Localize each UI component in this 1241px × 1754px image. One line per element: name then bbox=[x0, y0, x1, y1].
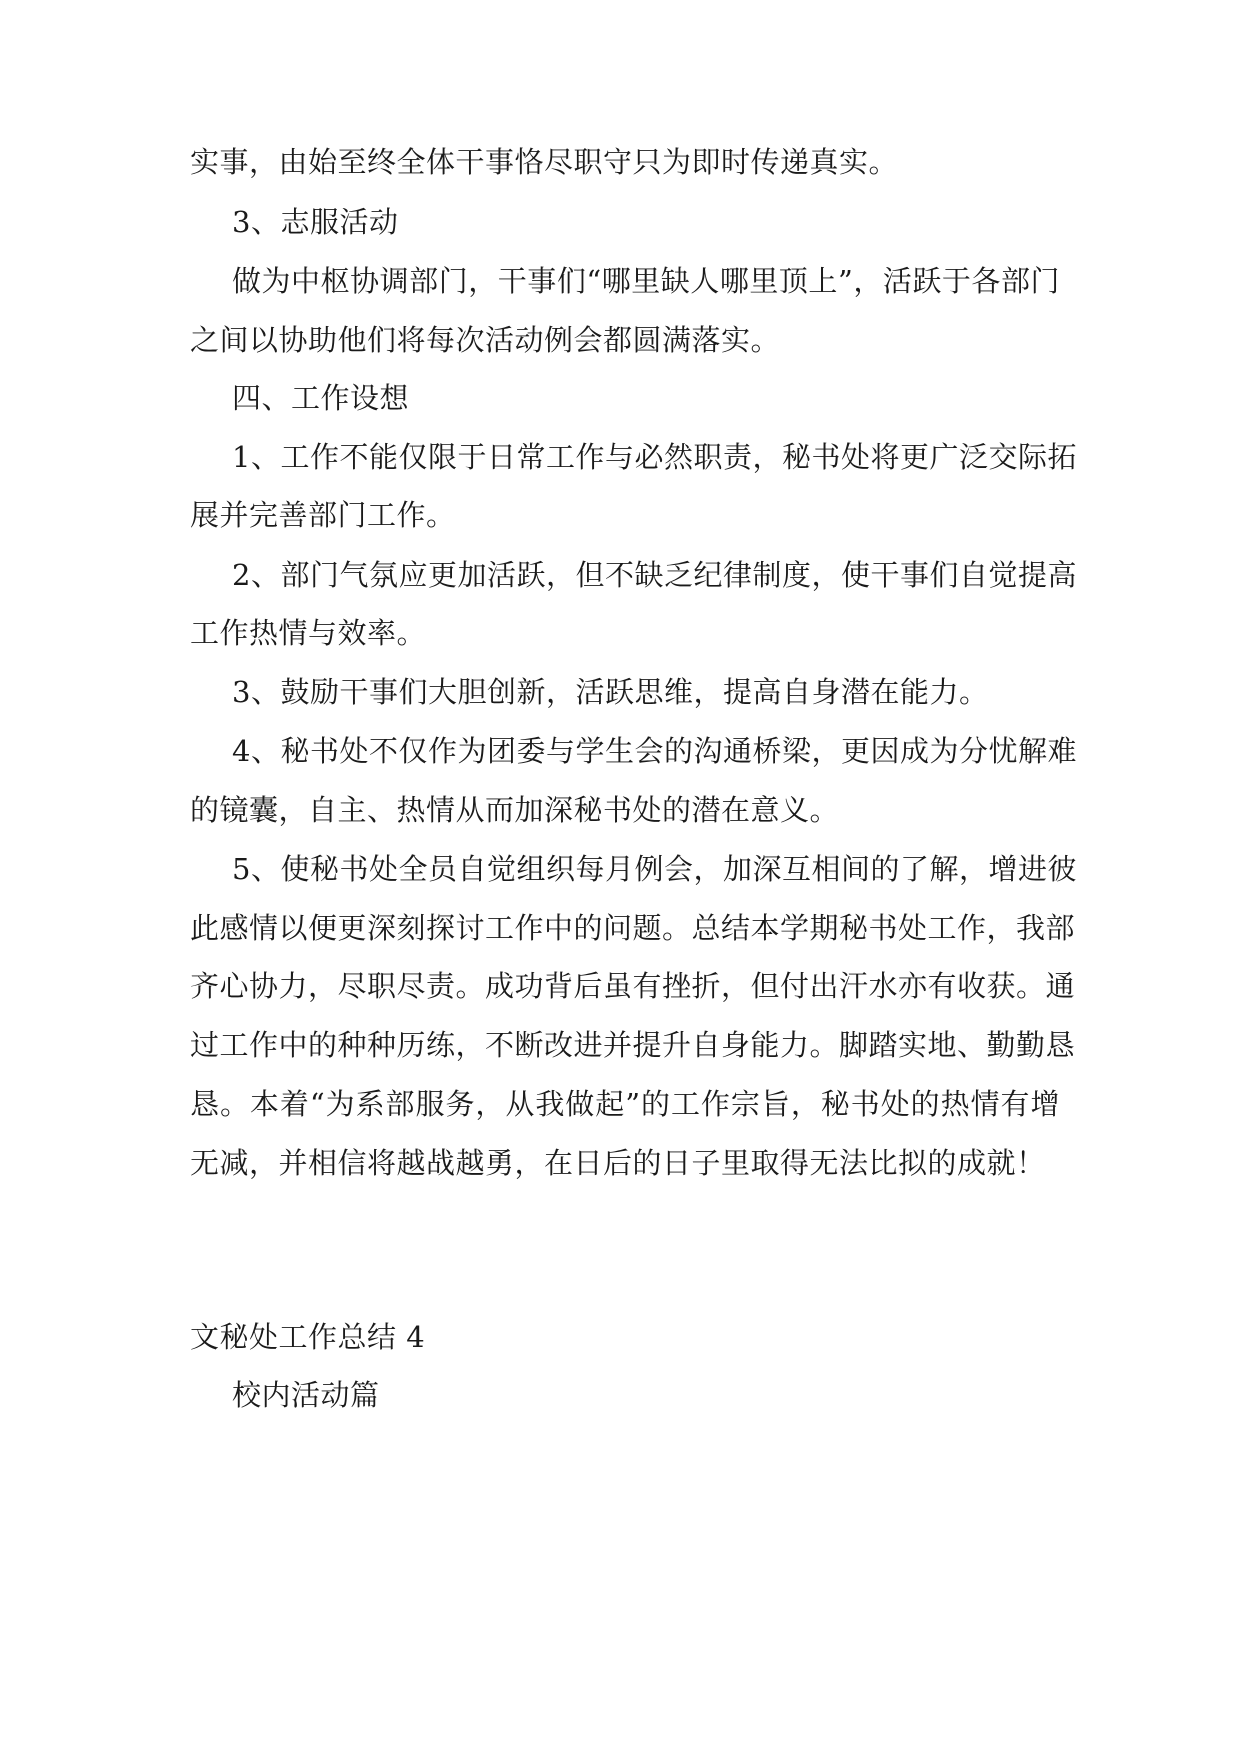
section-subheading: 3、志服活动 bbox=[232, 205, 399, 239]
paragraph-line: 此感情以便更深刻探讨工作中的问题。总结本学期秘书处工作，我部 bbox=[190, 911, 1076, 945]
paragraph-line: 实事，由始至终全体干事恪尽职守只为即时传递真实。 bbox=[190, 145, 899, 179]
paragraph-line: 无减，并相信将越战越勇，在日后的日子里取得无法比拟的成就！ bbox=[190, 1146, 1046, 1180]
paragraph-line: 过工作中的种种历练，不断改进并提升自身能力。脚踏实地、勤勤恳 bbox=[190, 1028, 1076, 1062]
paragraph-line: 1、工作不能仅限于日常工作与必然职责，秘书处将更广泛交际拓 bbox=[232, 440, 1077, 474]
paragraph-line: 展并完善部门工作。 bbox=[190, 498, 456, 532]
paragraph-line: 工作热情与效率。 bbox=[190, 616, 427, 650]
paragraph-line: 恳。本着“为系部服务，从我做起”的工作宗旨，秘书处的热情有增 bbox=[190, 1087, 1060, 1121]
document-page bbox=[190, 0, 1077, 1754]
paragraph-line: 2、部门气氛应更加活跃，但不缺乏纪律制度，使干事们自觉提高 bbox=[232, 558, 1077, 592]
paragraph-line: 4、秘书处不仅作为团委与学生会的沟通桥梁，更因成为分忧解难 bbox=[232, 734, 1077, 768]
section-heading: 四、工作设想 bbox=[232, 381, 410, 415]
section-heading: 校内活动篇 bbox=[232, 1378, 380, 1412]
paragraph-line: 5、使秘书处全员自觉组织每月例会，加深互相间的了解，增进彼 bbox=[232, 852, 1077, 886]
paragraph-line: 齐心协力，尽职尽责。成功背后虽有挫折，但付出汗水亦有收获。通 bbox=[190, 969, 1076, 1003]
paragraph-line: 做为中枢协调部门，干事们“哪里缺人哪里顶上”，活跃于各部门 bbox=[232, 264, 1060, 298]
document-title: 文秘处工作总结 4 bbox=[190, 1320, 426, 1354]
paragraph-line: 3、鼓励干事们大胆创新，活跃思维，提高自身潜在能力。 bbox=[232, 675, 989, 709]
paragraph-line: 之间以协助他们将每次活动例会都圆满落实。 bbox=[190, 323, 781, 357]
paragraph-line: 的镜囊，自主、热情从而加深秘书处的潜在意义。 bbox=[190, 793, 840, 827]
